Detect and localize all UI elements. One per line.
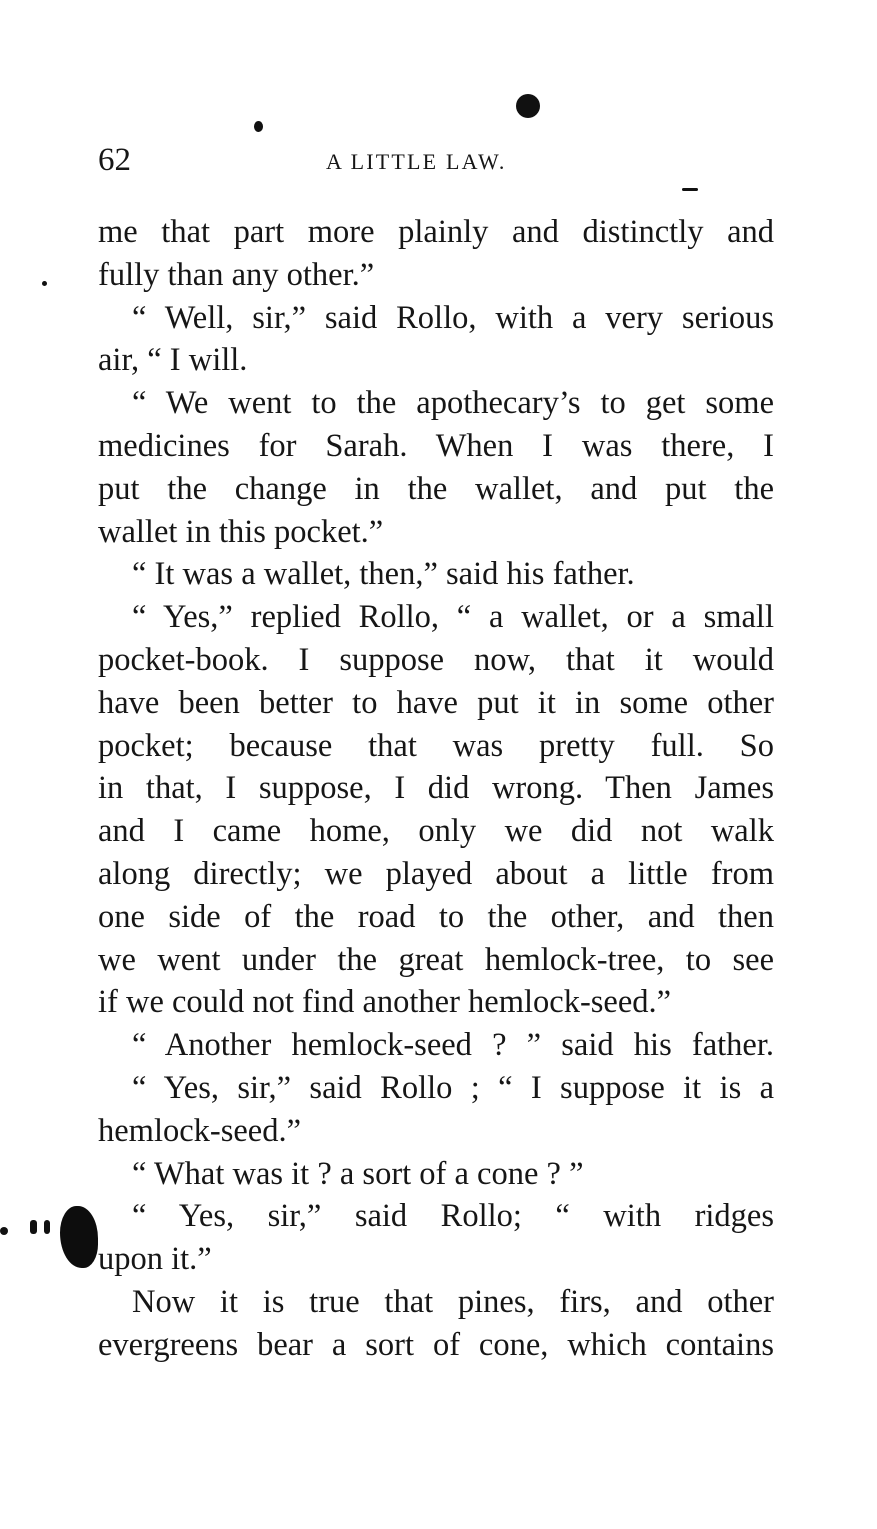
text-line: medicines for Sarah. When I was there, I [98,427,774,464]
text-line: “ Yes,” replied Rollo, “ a wallet, or a small [132,599,774,636]
text-line: pocket-book. I suppose now, that it would [98,641,774,678]
body-text [98,211,774,1367]
ink-speck [30,1220,37,1234]
text-line: “ We went to the apothecary’s to get some [132,385,774,422]
ink-speck [44,1220,50,1234]
text-line: “ Well, sir,” said Rollo, with a very serious [132,299,774,336]
ink-speck [0,1227,8,1235]
text-line: evergreens bear a sort of cone, which contains [98,1326,774,1363]
page-number: 62 [98,142,131,178]
running-head: A LITTLE LAW. [326,149,507,174]
text-line: in that, I suppose, I did wrong. Then James [98,770,774,807]
ink-speck [516,94,540,118]
text-line: hemlock-seed.” [98,1112,302,1149]
ink-blot [60,1206,98,1268]
ink-speck [42,281,47,286]
ink-speck [254,121,263,132]
text-line: and I came home, only we did not walk [98,813,774,850]
text-line: upon it.” [98,1241,212,1278]
text-line: air, “ I will. [98,342,248,379]
text-line: we went under the great hemlock-tree, to see [98,941,774,978]
text-line: put the change in the wallet, and put the [98,470,774,507]
text-line: “ Another hemlock-seed ? ” said his father. [132,1027,774,1064]
text-line: Now it is true that pines, firs, and other [132,1283,774,1320]
text-line: “ What was it ? a sort of a cone ? ” [132,1155,584,1192]
text-line: one side of the road to the other, and then [98,898,774,935]
text-line: me that part more plainly and distinctly and [98,214,774,250]
text-line: along directly; we played about a little from [98,855,774,892]
text-line: “ Yes, sir,” said Rollo; “ with ridges [132,1198,774,1235]
text-line: pocket; because that was pretty full. So [98,727,774,764]
text-line: “ It was a wallet, then,” said his father. [132,556,635,593]
text-line: “ Yes, sir,” said Rollo ; “ I suppose it is a [132,1069,774,1106]
text-line: fully than any other.” [98,256,375,293]
text-line: if we could not find another hemlock-seed.” [98,984,672,1021]
ink-speck [682,188,698,191]
text-line: have been better to have put it in some other [98,684,774,721]
page-header [98,140,778,180]
text-line: wallet in this pocket.” [98,513,384,550]
